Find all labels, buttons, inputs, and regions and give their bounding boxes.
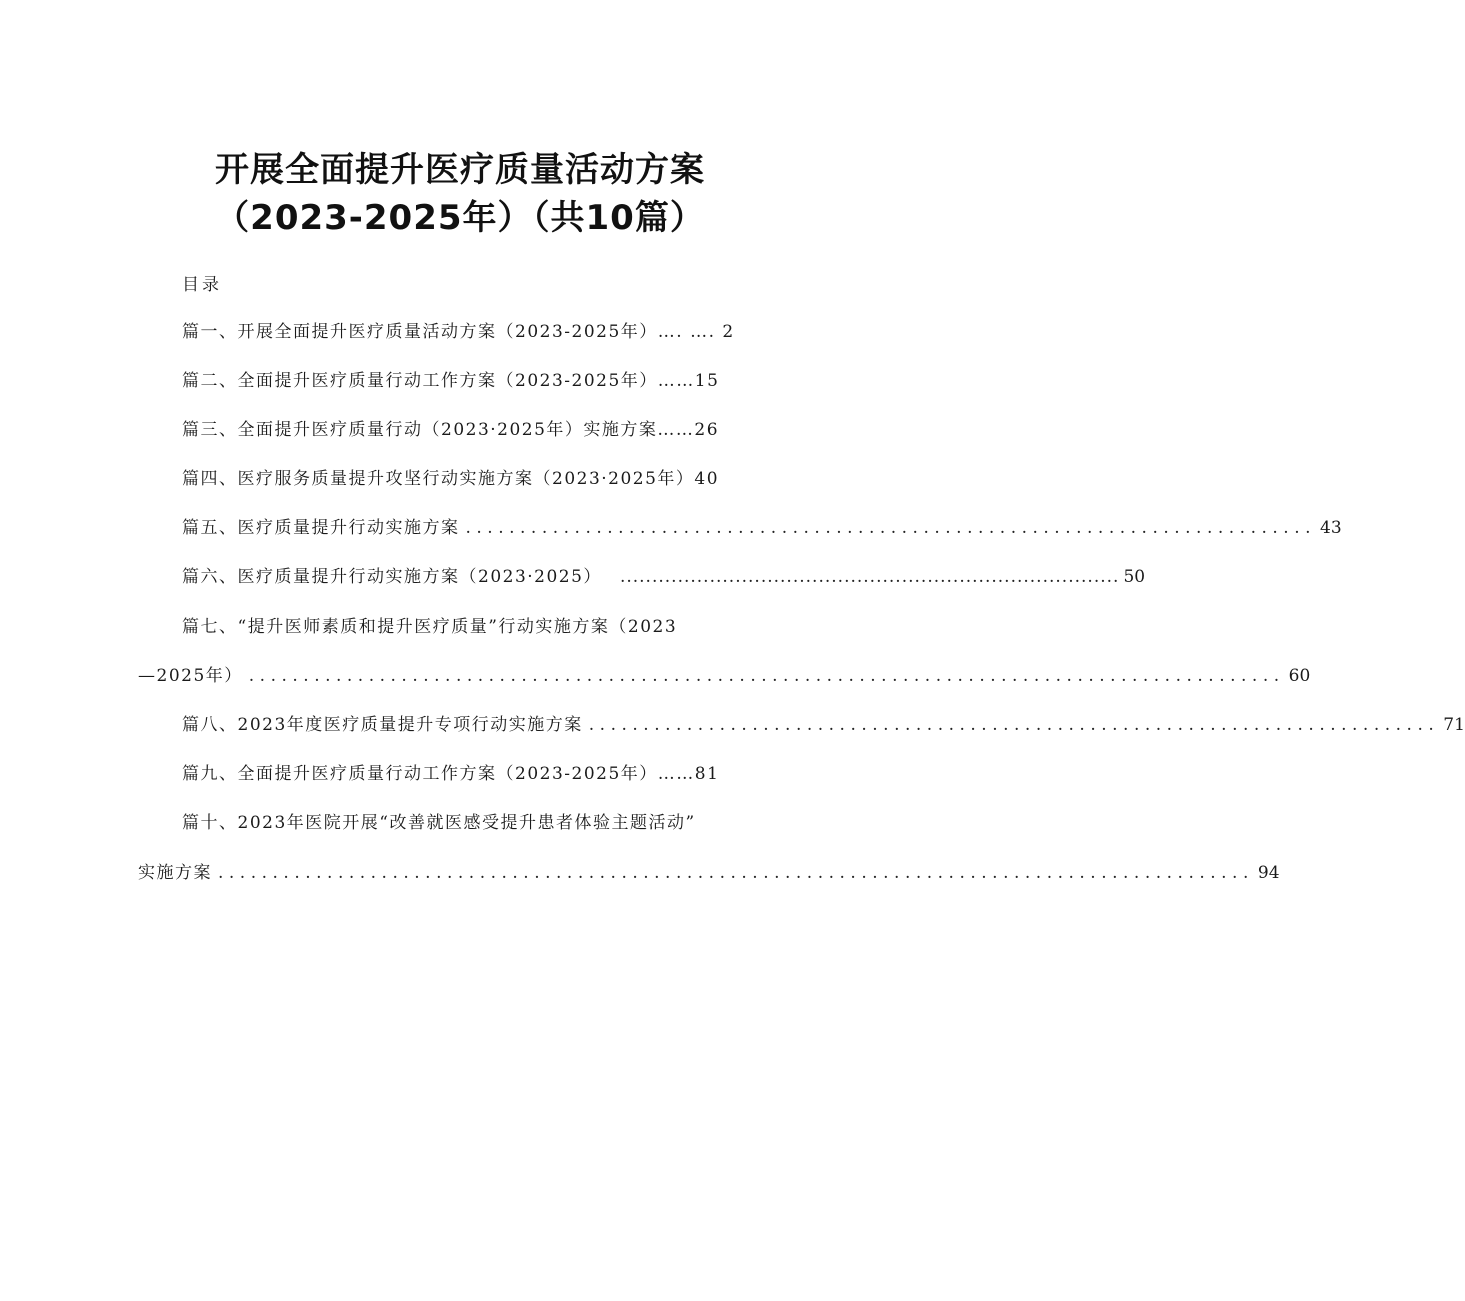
toc-entry-text: 篇六、医疗质量提升行动实施方案（2023·2025） xyxy=(182,567,602,587)
toc-entry-text: 篇三、全面提升医疗质量行动（2023·2025年）实施方案……26 xyxy=(182,420,720,440)
dot-leader: .............................................................................. xyxy=(588,715,1440,735)
toc-entry[interactable] xyxy=(182,712,1465,738)
toc-entry-text: —2025年） xyxy=(138,666,243,686)
toc-entry[interactable] xyxy=(182,761,719,787)
toc-entry-text: 篇十、2023年医院开展“改善就医感受提升患者体验主题活动” xyxy=(182,813,696,833)
toc-entry[interactable] xyxy=(182,810,696,836)
toc-entry-text: 篇九、全面提升医疗质量行动工作方案（2023-2025年）……81 xyxy=(182,764,720,784)
toc-entry-text: 篇一、开展全面提升医疗质量活动方案（2023-2025年）…. …. 2 xyxy=(182,322,735,342)
document-title-line-1: 开展全面提升医疗质量活动方案 xyxy=(215,150,705,190)
toc-entry[interactable] xyxy=(182,564,1146,590)
dot-leader: .............................................................................. xyxy=(619,567,1120,587)
toc-heading: 目录 xyxy=(182,275,222,295)
toc-entry-page: 94 xyxy=(1257,863,1280,883)
dot-leader: .............................................................................. xyxy=(465,518,1316,538)
toc-entry[interactable] xyxy=(182,417,719,443)
toc-entry-page: 60 xyxy=(1288,666,1311,686)
toc-entry-text: 篇二、全面提升医疗质量行动工作方案（2023-2025年）……15 xyxy=(182,371,720,391)
toc-entry-text: 篇四、医疗服务质量提升攻坚行动实施方案（2023·2025年）40 xyxy=(182,469,720,489)
toc-entry-text: 篇五、医疗质量提升行动实施方案 xyxy=(182,518,460,538)
dot-leader: ............................................................................................... xyxy=(218,863,1254,883)
toc-entry-page: 43 xyxy=(1320,518,1342,538)
toc-entry-page: 50 xyxy=(1123,567,1146,587)
document-title-line-2: （2023-2025年）（共10篇） xyxy=(215,198,705,238)
toc-entry[interactable] xyxy=(182,515,1342,541)
dot-leader: ............................................................................................... xyxy=(248,666,1285,686)
toc-entry[interactable] xyxy=(182,614,677,640)
toc-entry[interactable] xyxy=(182,319,735,345)
toc-entry-text: 实施方案 xyxy=(138,863,212,883)
toc-entry-text: 篇七、“提升医师素质和提升医疗质量”行动实施方案（2023 xyxy=(182,617,678,637)
toc-entry[interactable] xyxy=(138,663,1311,689)
toc-entry[interactable] xyxy=(182,368,719,394)
toc-entry[interactable] xyxy=(138,860,1280,886)
toc-entry[interactable] xyxy=(182,466,719,492)
toc-entry-text: 篇八、2023年度医疗质量提升专项行动实施方案 xyxy=(182,715,583,735)
toc-entry-page: 71 xyxy=(1443,715,1465,735)
